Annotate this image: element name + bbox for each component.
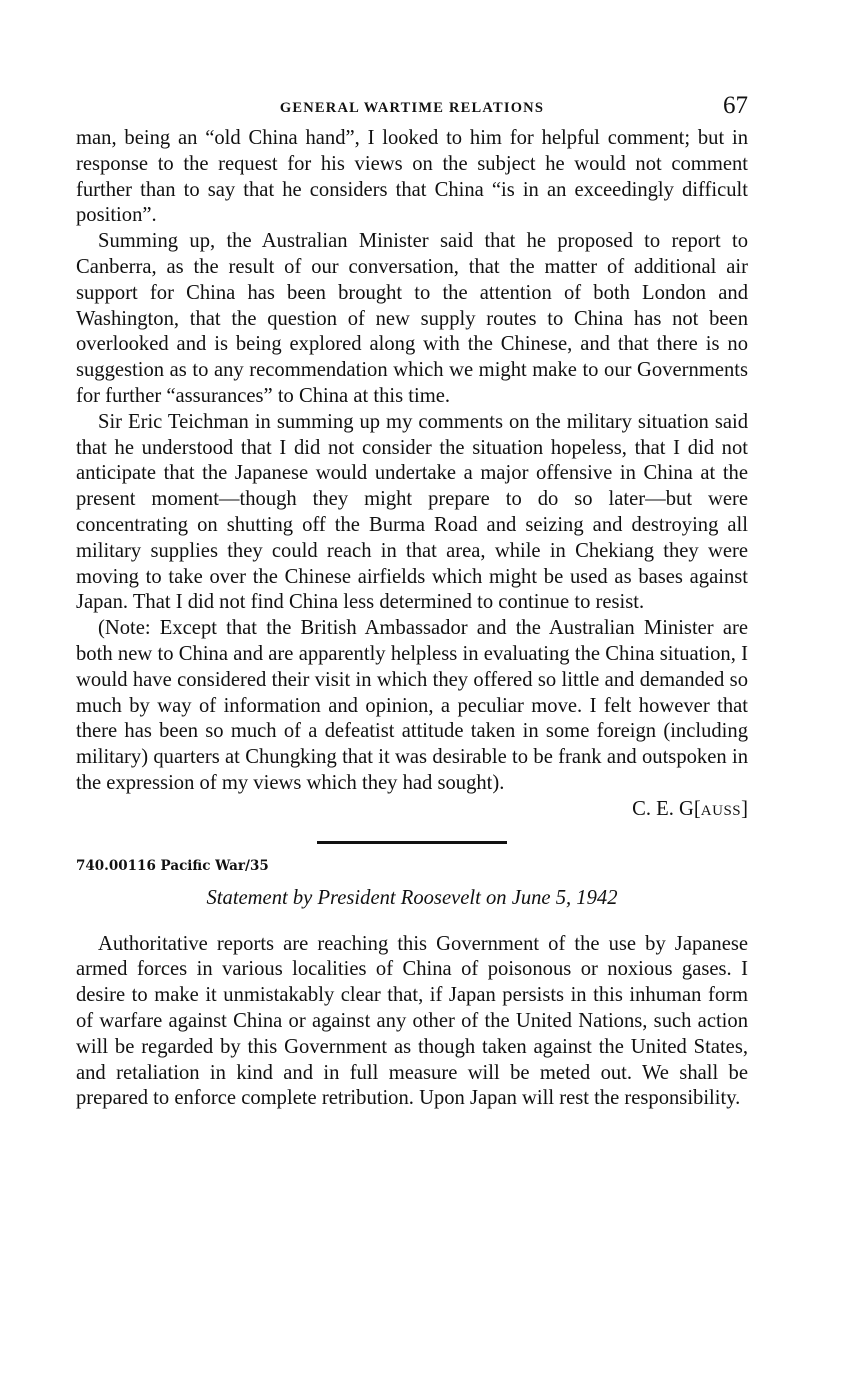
paragraph-continued: man, being an “old China hand”, I looked to him for helpful comment; but in response to the request for his views on the subject he would not comment further than to say that he considers that China “is in an exceedingly difficult position”. xyxy=(76,127,748,227)
document-page xyxy=(76,92,748,1112)
statement-title: Statement by President Roosevelt on June 5, 1942 xyxy=(206,886,618,909)
running-header xyxy=(76,92,748,126)
signature-prefix: C. E. G[ xyxy=(632,797,701,820)
signature xyxy=(76,797,748,825)
section-divider xyxy=(317,841,507,844)
paragraph-summing-up: Summing up, the Australian Minister said that he proposed to report to Canberra, as the result of our conversation, that the matter of additional air support for China has been brought to the attention of both London and Washington, that the question of new supply routes to China has not been overlooked and is being explored along with the Chinese, and that there is no suggestion as to any recommendation which we might make to our Governments for further “assurances” to China at this time. xyxy=(76,230,748,407)
running-title: GENERAL WARTIME RELATIONS xyxy=(279,100,545,116)
paragraph-teichman: Sir Eric Teichman in summing up my comments on the military situation said that he understood that I did not consider the situation hopeless, that I did not anticipate that the Japanese would undertake a major offensive in China at the present moment—though they might prepare to do so later—but were concentrating on shutting off the Burma Road and seizing and destroying all military supplies they could reach in that area, while in Chekiang they were moving to take over the Chinese airfields which might be used as bases against Japan. That I did not find China less determined to continue to resist. xyxy=(76,410,748,614)
signature-small-caps: AUSS xyxy=(700,802,742,819)
paragraph-note: (Note: Except that the British Ambassador and the Australian Minister are both new to China and are apparently helpless in evaluating the China situation, I would have considered their visit in which they offered so little and demanded so much by way of information and opinion, a peculiar move. I felt however that there has been so much of a defeatist attitude taken in some foreign (including military) quarters at Chungking that it was desirable to be frank and outspoken in the expression of my views which they had sought). xyxy=(76,617,748,794)
page-number: 67 xyxy=(723,92,748,119)
signature-suffix: ] xyxy=(741,797,748,820)
statement-body: Authoritative reports are reaching this Government of the use by Japanese armed forces in various localities of China of poisonous or noxious gases. I desire to make it unmistakably clear that, if Japan persists in this inhuman form of warfare against China or against any other of the United Nations, such action will be regarded by this Government as though taken against the United States, and retaliation in kind and in full measure will be meted out. We shall be prepared to enforce complete retribution. Upon Japan will rest the responsibility. xyxy=(76,932,748,1110)
file-number: 740.00116 Pacific War/35 xyxy=(76,857,269,874)
